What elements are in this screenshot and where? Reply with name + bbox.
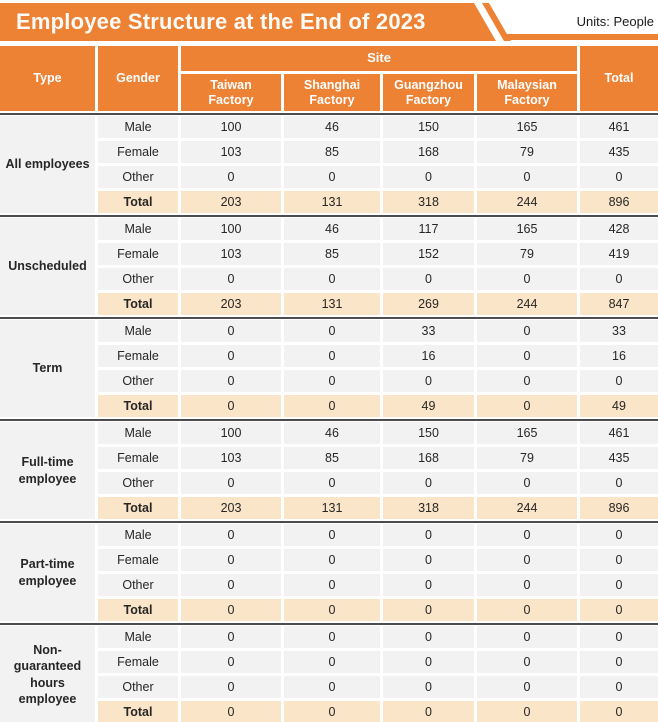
value-cell: 0 <box>580 472 658 494</box>
gender-cell: Female <box>98 651 178 673</box>
value-cell: 896 <box>580 497 658 519</box>
value-cell: 0 <box>477 268 577 290</box>
value-cell: 269 <box>383 293 474 315</box>
gender-cell: Male <box>98 422 178 444</box>
group-separator <box>0 317 658 319</box>
value-cell: 0 <box>383 676 474 698</box>
value-cell: 0 <box>477 345 577 367</box>
value-cell: 131 <box>284 191 380 213</box>
gender-cell: Female <box>98 243 178 265</box>
header-cell-type: Type <box>0 46 95 111</box>
value-cell: 33 <box>580 320 658 342</box>
value-cell: 49 <box>383 395 474 417</box>
value-cell: 203 <box>181 497 281 519</box>
gender-cell: Female <box>98 141 178 163</box>
value-cell: 0 <box>383 549 474 571</box>
value-cell: 0 <box>580 166 658 188</box>
value-cell: 896 <box>580 191 658 213</box>
group-separator <box>0 419 658 421</box>
value-cell: 85 <box>284 141 380 163</box>
value-cell: 0 <box>383 472 474 494</box>
gender-cell: Male <box>98 626 178 648</box>
value-cell: 100 <box>181 218 281 240</box>
value-cell: 0 <box>477 395 577 417</box>
value-cell: 0 <box>383 166 474 188</box>
value-cell: 428 <box>580 218 658 240</box>
value-cell: 79 <box>477 243 577 265</box>
value-cell: 103 <box>181 447 281 469</box>
group-separator <box>0 521 658 523</box>
value-cell: 0 <box>477 472 577 494</box>
value-cell: 0 <box>181 701 281 722</box>
gender-cell: Other <box>98 166 178 188</box>
value-cell: 847 <box>580 293 658 315</box>
header-cell-factory-taiwan: Taiwan Factory <box>181 74 281 111</box>
type-cell: Full-time employee <box>0 422 95 519</box>
value-cell: 100 <box>181 422 281 444</box>
value-cell: 0 <box>580 574 658 596</box>
value-cell: 0 <box>284 345 380 367</box>
value-cell: 0 <box>284 574 380 596</box>
value-cell: 103 <box>181 243 281 265</box>
gender-cell: Female <box>98 549 178 571</box>
value-cell: 0 <box>383 370 474 392</box>
value-cell: 203 <box>181 293 281 315</box>
gender-cell: Other <box>98 268 178 290</box>
value-cell: 0 <box>181 472 281 494</box>
title-banner <box>0 3 658 41</box>
value-cell: 0 <box>383 626 474 648</box>
table-group <box>0 218 658 315</box>
table-group <box>0 626 658 722</box>
value-cell: 0 <box>383 701 474 722</box>
gender-cell: Male <box>98 218 178 240</box>
value-cell: 435 <box>580 141 658 163</box>
gender-cell: Total <box>98 395 178 417</box>
value-cell: 244 <box>477 191 577 213</box>
header-cell-total: Total <box>580 46 658 111</box>
value-cell: 0 <box>383 524 474 546</box>
value-cell: 203 <box>181 191 281 213</box>
value-cell: 79 <box>477 447 577 469</box>
value-cell: 0 <box>284 370 380 392</box>
value-cell: 244 <box>477 293 577 315</box>
value-cell: 0 <box>284 701 380 722</box>
value-cell: 0 <box>181 268 281 290</box>
gender-cell: Female <box>98 345 178 367</box>
value-cell: 0 <box>284 651 380 673</box>
value-cell: 244 <box>477 497 577 519</box>
value-cell: 0 <box>181 651 281 673</box>
value-cell: 0 <box>383 651 474 673</box>
value-cell: 0 <box>477 701 577 722</box>
gender-cell: Male <box>98 116 178 138</box>
value-cell: 0 <box>383 574 474 596</box>
gender-cell: Total <box>98 701 178 722</box>
value-cell: 0 <box>580 524 658 546</box>
value-cell: 0 <box>580 626 658 648</box>
value-cell: 0 <box>181 549 281 571</box>
value-cell: 0 <box>284 549 380 571</box>
value-cell: 0 <box>580 268 658 290</box>
value-cell: 0 <box>181 524 281 546</box>
value-cell: 117 <box>383 218 474 240</box>
value-cell: 152 <box>383 243 474 265</box>
value-cell: 0 <box>477 524 577 546</box>
value-cell: 0 <box>580 370 658 392</box>
value-cell: 0 <box>477 574 577 596</box>
value-cell: 0 <box>284 599 380 621</box>
value-cell: 16 <box>383 345 474 367</box>
page-title: Employee Structure at the End of 2023 <box>16 9 426 34</box>
value-cell: 461 <box>580 422 658 444</box>
group-separator <box>0 623 658 625</box>
header-cell-factory-guangzhou: Guangzhou Factory <box>383 74 474 111</box>
value-cell: 0 <box>477 370 577 392</box>
value-cell: 0 <box>477 651 577 673</box>
value-cell: 150 <box>383 116 474 138</box>
type-cell: All employees <box>0 116 95 213</box>
type-cell: Term <box>0 320 95 417</box>
table-group <box>0 422 658 519</box>
value-cell: 131 <box>284 293 380 315</box>
value-cell: 85 <box>284 243 380 265</box>
value-cell: 0 <box>284 524 380 546</box>
gender-cell: Other <box>98 676 178 698</box>
value-cell: 0 <box>477 599 577 621</box>
value-cell: 0 <box>181 395 281 417</box>
value-cell: 46 <box>284 218 380 240</box>
value-cell: 0 <box>477 166 577 188</box>
value-cell: 0 <box>284 320 380 342</box>
group-separator <box>0 113 658 115</box>
type-cell: Unscheduled <box>0 218 95 315</box>
gender-cell: Male <box>98 524 178 546</box>
units-label: Units: People <box>576 14 654 29</box>
value-cell: 131 <box>284 497 380 519</box>
header-cell-factory-malaysian: Malaysian Factory <box>477 74 577 111</box>
value-cell: 0 <box>477 626 577 648</box>
value-cell: 103 <box>181 141 281 163</box>
value-cell: 0 <box>284 676 380 698</box>
value-cell: 0 <box>383 268 474 290</box>
value-cell: 318 <box>383 497 474 519</box>
gender-cell: Other <box>98 574 178 596</box>
table-group <box>0 524 658 621</box>
value-cell: 33 <box>383 320 474 342</box>
value-cell: 0 <box>181 370 281 392</box>
group-separator <box>0 215 658 217</box>
gender-cell: Total <box>98 293 178 315</box>
type-cell: Part-time employee <box>0 524 95 621</box>
value-cell: 0 <box>580 549 658 571</box>
gender-cell: Total <box>98 599 178 621</box>
value-cell: 0 <box>580 651 658 673</box>
value-cell: 49 <box>580 395 658 417</box>
value-cell: 0 <box>284 472 380 494</box>
table-header <box>0 46 658 111</box>
value-cell: 0 <box>181 166 281 188</box>
value-cell: 79 <box>477 141 577 163</box>
value-cell: 46 <box>284 422 380 444</box>
banner-underline-bar <box>506 34 658 40</box>
table-group <box>0 116 658 213</box>
value-cell: 0 <box>284 268 380 290</box>
gender-cell: Other <box>98 370 178 392</box>
value-cell: 168 <box>383 141 474 163</box>
value-cell: 46 <box>284 116 380 138</box>
gender-cell: Other <box>98 472 178 494</box>
value-cell: 0 <box>181 676 281 698</box>
value-cell: 0 <box>284 395 380 417</box>
value-cell: 0 <box>181 345 281 367</box>
value-cell: 0 <box>181 320 281 342</box>
value-cell: 0 <box>477 676 577 698</box>
value-cell: 0 <box>383 599 474 621</box>
value-cell: 0 <box>580 676 658 698</box>
value-cell: 0 <box>284 166 380 188</box>
value-cell: 435 <box>580 447 658 469</box>
value-cell: 0 <box>284 626 380 648</box>
gender-cell: Total <box>98 191 178 213</box>
value-cell: 0 <box>580 599 658 621</box>
value-cell: 0 <box>181 574 281 596</box>
gender-cell: Male <box>98 320 178 342</box>
header-cell-factory-shanghai: Shanghai Factory <box>284 74 380 111</box>
value-cell: 0 <box>181 599 281 621</box>
value-cell: 0 <box>477 320 577 342</box>
type-cell: Non-guaranteed hours employee <box>0 626 95 722</box>
header-cell-gender: Gender <box>98 46 178 111</box>
groups-container <box>0 113 658 722</box>
value-cell: 461 <box>580 116 658 138</box>
value-cell: 165 <box>477 116 577 138</box>
value-cell: 0 <box>580 701 658 722</box>
value-cell: 168 <box>383 447 474 469</box>
value-cell: 0 <box>477 549 577 571</box>
value-cell: 0 <box>181 626 281 648</box>
value-cell: 100 <box>181 116 281 138</box>
value-cell: 165 <box>477 422 577 444</box>
value-cell: 150 <box>383 422 474 444</box>
value-cell: 318 <box>383 191 474 213</box>
value-cell: 419 <box>580 243 658 265</box>
table-group <box>0 320 658 417</box>
header-cell-site: Site <box>181 46 577 71</box>
gender-cell: Total <box>98 497 178 519</box>
value-cell: 16 <box>580 345 658 367</box>
value-cell: 165 <box>477 218 577 240</box>
gender-cell: Female <box>98 447 178 469</box>
value-cell: 85 <box>284 447 380 469</box>
